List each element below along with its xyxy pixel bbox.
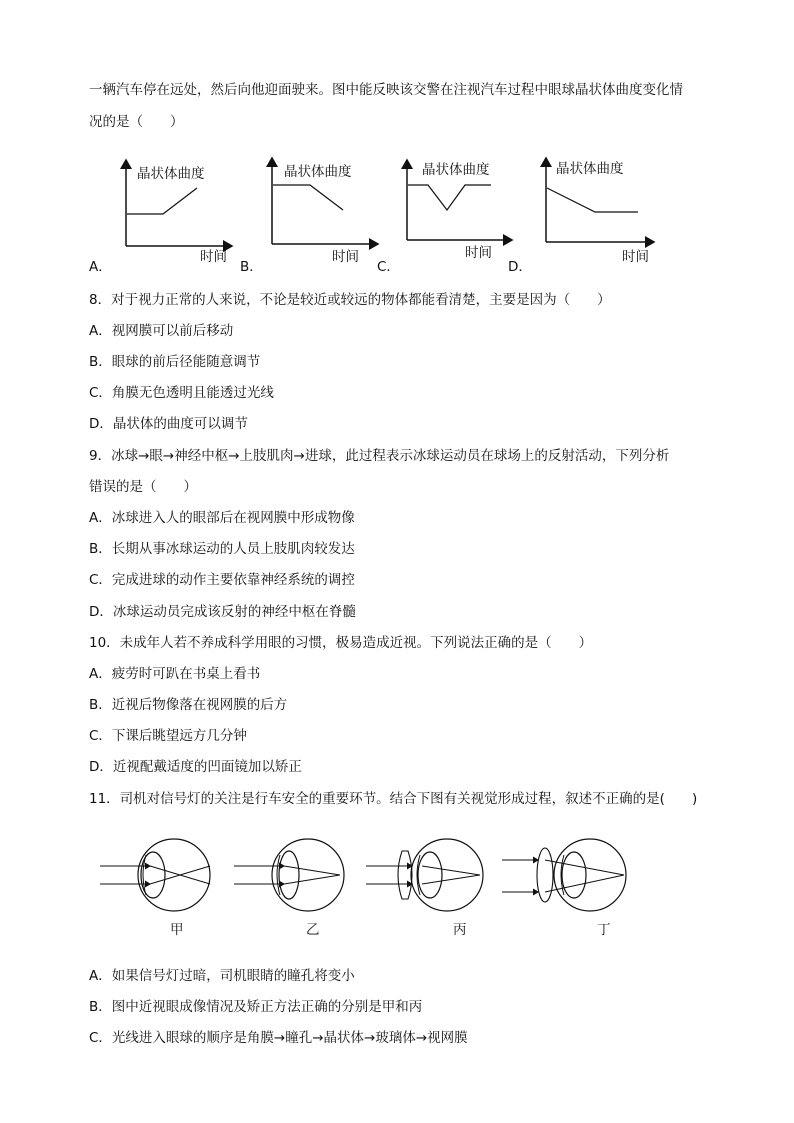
q7-stem-line2: 况的是（ ） (89, 114, 184, 130)
q8-option-c: C．角膜无色透明且能透过光线 (89, 385, 274, 401)
q10-option-b: B．近视后物像落在视网膜的后方 (89, 697, 288, 713)
eye-label-yi: 乙 (306, 922, 320, 938)
q10-option-d: D．近视配戴适度的凹面镜加以矫正 (89, 759, 302, 775)
graph-d-option: D． (508, 259, 532, 275)
graph-c-ylabel: 晶状体曲度 (422, 162, 490, 178)
q10-option-a: A．疲劳时可趴在书桌上看书 (89, 666, 261, 682)
eye-bing (366, 839, 483, 911)
graph-a-option: A． (89, 259, 112, 275)
q11-stem: 11．司机对信号灯的关注是行车安全的重要环节。结合下图有关视觉形成过程，叙述不正确的是( ) (89, 791, 698, 807)
eye-yi (234, 839, 344, 911)
q9-option-c: C．完成进球的动作主要依靠神经系统的调控 (89, 572, 355, 588)
q9-stem-line2: 错误的是（ ） (89, 479, 197, 495)
q9-stem-line1: 9．冰球→眼→神经中枢→上肢肌肉→进球，此过程表示冰球运动员在球场上的反射活动，下列分析 (89, 448, 670, 464)
graph-b-option: B． (240, 259, 263, 275)
q10-stem: 10．未成年人若不养成科学用眼的习惯，极易造成近视。下列说法正确的是（ ） (89, 635, 593, 651)
q7-stem-line1: 一辆汽车停在远处，然后向他迎面驶来。图中能反映该交警在注视汽车过程中眼球晶状体曲度变化情 (89, 82, 683, 98)
q7-graphs (0, 0, 794, 290)
graph-a-ylabel: 晶状体曲度 (137, 166, 205, 182)
q9-option-a: A．冰球进入人的眼部后在视网膜中形成物像 (89, 510, 355, 526)
q8-option-b: B．眼球的前后径能随意调节 (89, 354, 261, 370)
q11-option-c: C．光线进入眼球的顺序是角膜→瞳孔→晶状体→玻璃体→视网膜 (89, 1030, 468, 1046)
eye-ding (502, 839, 626, 911)
graph-c-xlabel: 时间 (465, 245, 492, 261)
q11-option-a: A．如果信号灯过暗，司机眼睛的瞳孔将变小 (89, 968, 355, 984)
eye-label-bing: 丙 (453, 922, 467, 938)
eye-label-jia: 甲 (170, 922, 184, 938)
q9-option-b: B．长期从事冰球运动的人员上肢肌肉较发达 (89, 541, 355, 557)
q8-stem: 8．对于视力正常的人来说，不论是较近或较远的物体都能看清楚，主要是因为（ ） (89, 292, 611, 308)
q8-option-a: A．视网膜可以前后移动 (89, 323, 234, 339)
q11-option-b: B．图中近视眼成像情况及矫正方法正确的分别是甲和丙 (89, 999, 423, 1015)
q8-option-d: D．晶状体的曲度可以调节 (89, 416, 248, 432)
graph-b-ylabel: 晶状体曲度 (284, 164, 352, 180)
q9-option-d: D．冰球运动员完成该反射的神经中枢在脊髓 (89, 604, 356, 620)
eye-label-ding: 丁 (597, 922, 611, 938)
graph-b-xlabel: 时间 (332, 249, 359, 265)
eye-diagrams (0, 835, 794, 915)
eye-jia (100, 839, 210, 911)
q10-option-c: C．下课后眺望远方几分钟 (89, 728, 247, 744)
graph-a-xlabel: 时间 (200, 249, 227, 265)
graph-c-option: C． (377, 259, 400, 275)
graph-d-xlabel: 时间 (622, 249, 649, 265)
graph-d-ylabel: 晶状体曲度 (556, 161, 624, 177)
